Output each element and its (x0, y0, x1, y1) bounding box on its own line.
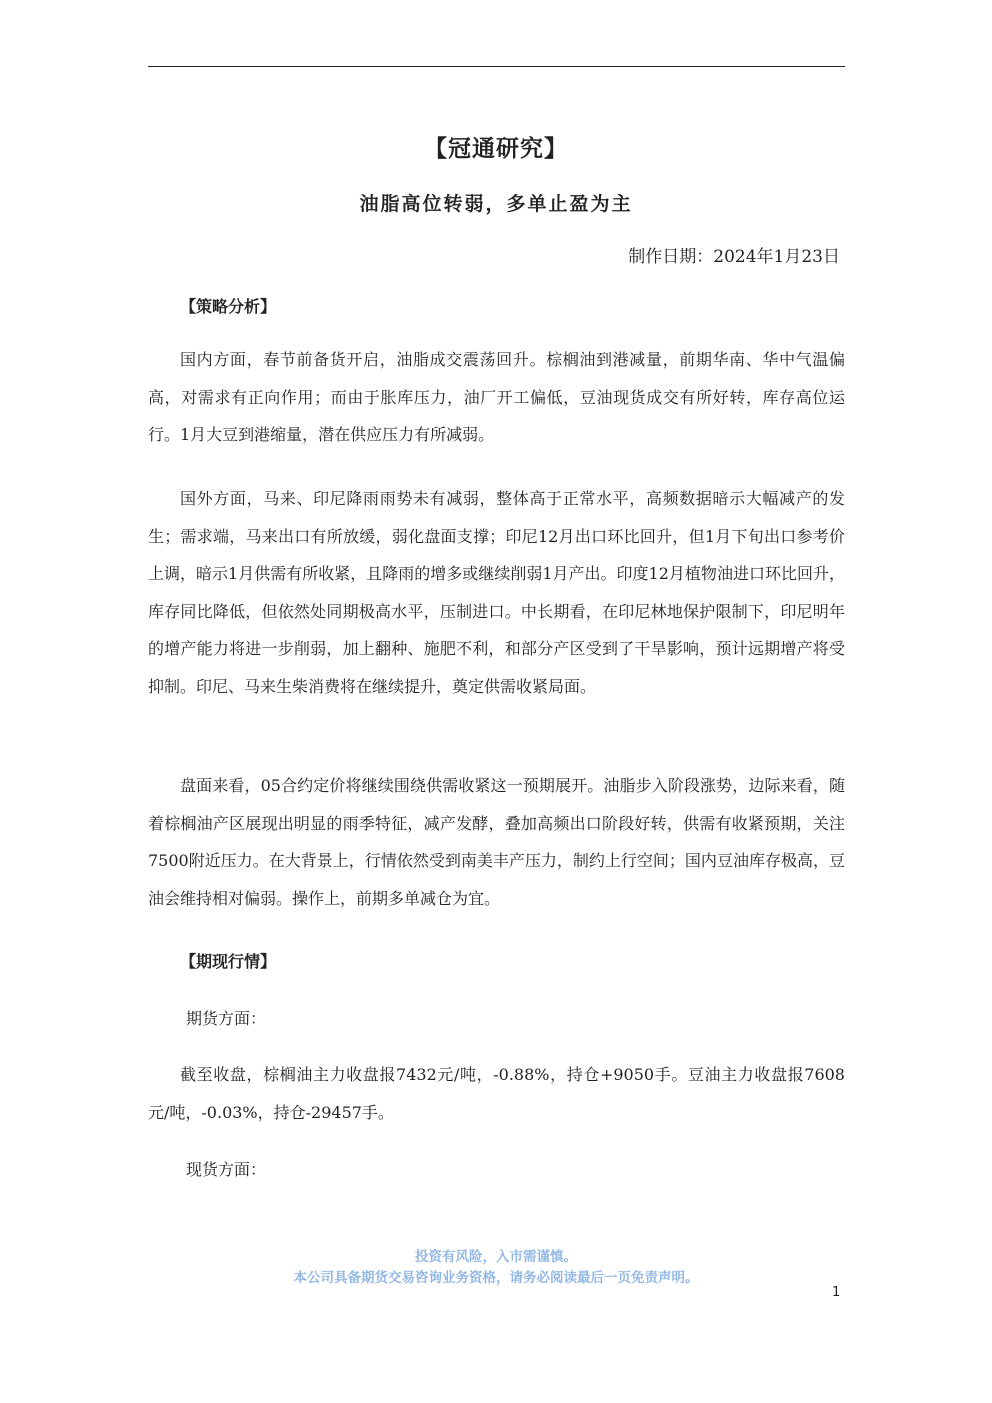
futures-paragraph: 截至收盘，棕榈油主力收盘报7432元/吨，-0.88%，持仓+9050手。豆油主力收盘报7608元/吨，-0.03%，持仓-29457手。 (148, 1065, 845, 1122)
report-brand: 【冠通研究】 (424, 135, 568, 162)
strategy-paragraph-overseas: 国外方面，马来、印尼降雨雨势未有减弱，整体高于正常水平，高频数据暗示大幅减产的发生；需求端，马来出口有所放缓，弱化盘面支撑；印尼12月出口环比回升，但1月下旬出口参考价上调，暗示1月供需有所收紧，且降雨的增多或继续削弱1月产出。印度12月植物油进口环比回升，库存同比降低，但依然处同期极高水平，压制进口。中长期看，在印尼林地保护限制下，印尼明年的增产能力将进一步削弱，加上翻种、施肥不利，和部分产区受到了干旱影响，预计远期增产将受抑制。印尼、马来生柴消费将在继续提升，奠定供需收紧局面。 (148, 489, 845, 696)
report-date: 制作日期：2024年1月23日 (628, 247, 840, 267)
spot-label: 现货方面： (186, 1160, 267, 1179)
header-rule (148, 66, 845, 67)
page-number: 1 (832, 1285, 841, 1300)
risk-warning: 投资有风险，入市需谨慎。 (415, 1249, 577, 1265)
strategy-paragraph-domestic: 国内方面，春节前备货开启，油脂成交震荡回升。棕榈油到港减量，前期华南、华中气温偏高，对需求有正向作用；而由于胀库压力，油厂开工偏低，豆油现货成交有所好转，库存高位运行。1月大豆到港缩量，潜在供应压力有所减弱。 (148, 350, 845, 444)
disclaimer-notice: 本公司具备期货交易咨询业务资格，请务必阅读最后一页免责声明。 (293, 1270, 699, 1286)
strategy-paragraph-market: 盘面来看，05合约定价将继续围绕供需收紧这一预期展开。油脂步入阶段涨势，边际来看，随着棕榈油产区展现出明显的雨季特征，减产发酵，叠加高频出口阶段好转，供需有收紧预期，关注7500附近压力。在大背景上，行情依然受到南美丰产压力，制约上行空间；国内豆油库存极高，豆油会维持相对偏弱。操作上，前期多单减仓为宜。 (148, 776, 845, 908)
futures-label: 期货方面： (186, 1009, 267, 1028)
report-title: 油脂高位转弱，多单止盈为主 (359, 193, 633, 215)
section-heading-strategy: 【策略分析】 (180, 297, 277, 316)
section-heading-market: 【期现行情】 (180, 952, 277, 971)
